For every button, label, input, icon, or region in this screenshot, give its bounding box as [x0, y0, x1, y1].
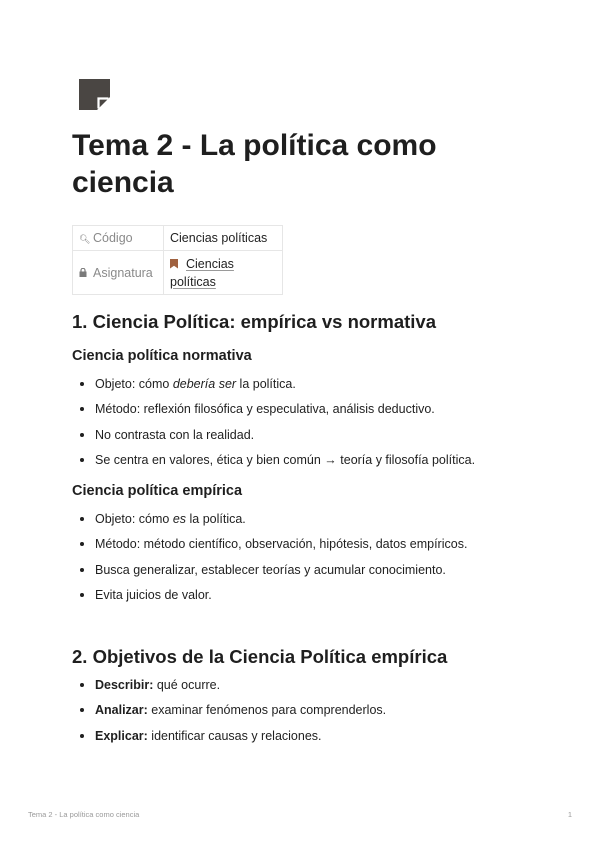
relation-link[interactable]: Ciencias políticas — [170, 256, 234, 289]
list-item: Evita juicios de valor. — [76, 587, 467, 612]
list-item: Método: reflexión filosófica y especulativa, análisis deductivo. — [76, 401, 475, 426]
page-title: Tema 2 - La política como ciencia — [72, 129, 437, 199]
property-key: 🔍︎ Código — [73, 226, 164, 251]
bullet-list — [76, 677, 386, 753]
document-icon — [79, 79, 110, 110]
property-value — [164, 251, 283, 295]
bookmark-icon — [170, 259, 178, 269]
list-item: Busca generalizar, establecer teorías y acumular conocimiento. — [76, 562, 467, 587]
list-item: Objeto: cómo debería ser la política. — [76, 376, 475, 401]
property-row-codigo — [73, 226, 283, 251]
section-heading: 1. Ciencia Política: empírica vs normativa — [72, 311, 436, 332]
properties-table — [72, 225, 283, 295]
bullet-list — [76, 511, 467, 613]
property-key: Asignatura — [73, 251, 164, 295]
list-item: Objeto: cómo es la política. — [76, 511, 467, 536]
bullet-list — [76, 376, 475, 478]
list-item: Se centra en valores, ética y bien común → teoría y filosofía política. — [76, 452, 475, 477]
page-number: 1 — [567, 810, 572, 819]
subsection-heading: Ciencia política empírica — [72, 483, 243, 499]
list-item: Método: método científico, observación, hipótesis, datos empíricos. — [76, 536, 467, 561]
section-heading: 2. Objetivos de la Ciencia Política empírica — [72, 646, 448, 667]
property-value: Ciencias políticas — [164, 226, 283, 251]
list-item: Analizar: examinar fenómenos para comprenderlos. — [76, 702, 386, 727]
lock-icon — [79, 268, 89, 279]
subsection-heading: Ciencia política normativa — [72, 348, 252, 364]
property-row-asignatura — [73, 251, 283, 295]
search-icon: 🔍︎ — [79, 234, 91, 244]
list-item: Explicar: identificar causas y relaciones. — [76, 728, 386, 753]
footer-title: Tema 2 - La política como ciencia — [28, 810, 140, 819]
list-item: No contrasta con la realidad. — [76, 427, 475, 452]
list-item: Describir: qué ocurre. — [76, 677, 386, 702]
